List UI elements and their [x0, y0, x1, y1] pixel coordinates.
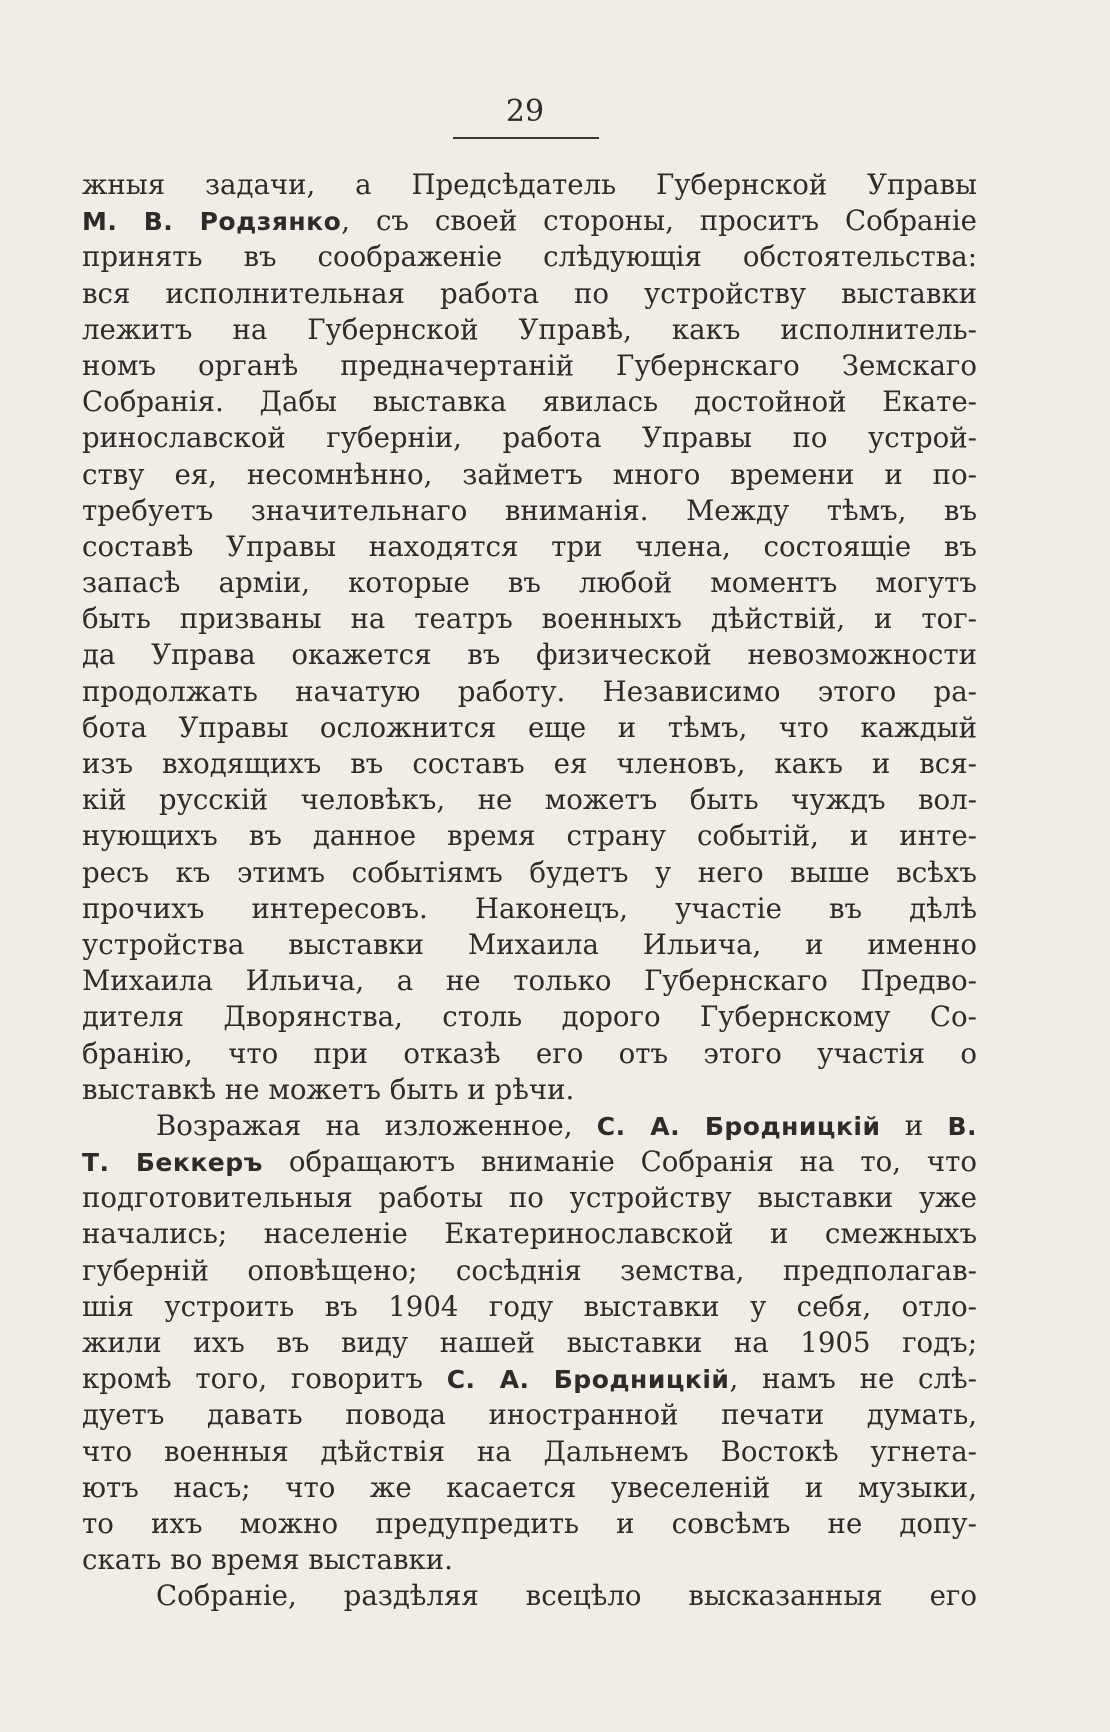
text-run: шія устроить въ 1904 году выставки у себя, отло-	[82, 1289, 977, 1323]
text-line	[82, 746, 977, 782]
text-run: скать во время выставки.	[82, 1543, 453, 1577]
text-line	[82, 674, 977, 710]
text-line	[82, 999, 977, 1035]
text-run: , съ своей стороны, проситъ Собраніе	[341, 204, 977, 238]
text-run: обращаютъ вниманіе Собранія на то, что	[262, 1145, 977, 1179]
text-line	[82, 963, 977, 999]
text-line	[82, 818, 977, 854]
text-run: Михаила Ильича, а не только Губернскаго Предво-	[82, 964, 977, 998]
page-number: 29	[505, 94, 545, 129]
text-line	[82, 565, 977, 601]
text-line	[82, 276, 977, 312]
text-line	[82, 1434, 977, 1470]
text-line	[82, 1216, 977, 1252]
text-line	[82, 1072, 977, 1108]
bold-name: М. В. Родзянко	[82, 207, 342, 237]
text-run: ютъ насъ; что же касается увеселеній и музыки,	[82, 1470, 977, 1504]
text-line	[82, 891, 977, 927]
text-run: дуетъ давать повода иностранной печати думать,	[82, 1398, 977, 1432]
text-run: прочихъ интересовъ. Наконецъ, участіе въ дѣлѣ	[82, 891, 977, 925]
text-run: Возражая на изложенное,	[156, 1108, 597, 1142]
text-run: Собранія. Дабы выставка явилась достойной Екате-	[82, 385, 977, 419]
text-run: лежитъ на Губернской Управѣ, какъ исполнитель-	[82, 312, 977, 346]
text-line	[82, 1108, 977, 1144]
text-run: кромѣ того, говоритъ	[82, 1362, 447, 1396]
text-run: изъ входящихъ въ составъ ея членовъ, какъ и вся-	[82, 747, 977, 780]
text-line	[82, 1289, 977, 1325]
text-run: бота Управы осложнится еще и тѣмъ, что каждый	[82, 710, 977, 744]
text-line	[82, 203, 977, 239]
text-run: да Управа окажется въ физической невозможности	[82, 638, 977, 672]
body-text	[82, 167, 977, 1615]
text-line	[82, 1470, 977, 1506]
text-line	[82, 782, 977, 818]
text-run: принять въ соображеніе слѣдующія обстоятельства:	[82, 240, 977, 274]
text-run: губерній оповѣщено; сосѣднія земства, предполагав-	[82, 1253, 977, 1287]
text-run: что военныя дѣйствія на Дальнемъ Востокѣ угнета-	[82, 1434, 977, 1468]
text-line	[82, 529, 977, 565]
text-line	[82, 1506, 977, 1542]
text-run: кій русскій человѣкъ, не можетъ быть чуждъ вол-	[82, 783, 977, 817]
text-run: ринославской губерніи, работа Управы по устрой-	[82, 421, 977, 455]
bold-name: С. А. Бродницкій	[596, 1111, 881, 1141]
text-line	[82, 637, 977, 673]
text-line	[82, 855, 977, 891]
text-run: ству ея, несомнѣнно, займетъ много времени и по-	[82, 457, 977, 491]
text-line	[82, 348, 977, 384]
text-line	[82, 1253, 977, 1289]
text-run: и	[880, 1108, 948, 1142]
text-line	[82, 167, 977, 203]
text-line	[82, 312, 977, 348]
text-line	[82, 1144, 977, 1180]
header-rule	[453, 137, 599, 139]
text-line	[82, 493, 977, 529]
text-line	[82, 927, 977, 963]
text-run: жныя задачи, а Предсѣдатель Губернской Управы	[82, 168, 977, 201]
text-run: продолжать начатую работу. Независимо этого ра-	[82, 674, 977, 708]
text-run: дителя Дворянства, столь дорого Губернскому Со-	[82, 1000, 977, 1034]
text-run: то ихъ можно предупредить и совсѣмъ не допу-	[82, 1506, 977, 1540]
text-line	[82, 1325, 977, 1361]
bold-name: Т. Беккеръ	[82, 1148, 263, 1178]
text-run: номъ органѣ предначертаній Губернскаго Земскаго	[82, 348, 977, 382]
text-run: выставкѣ не можетъ быть и рѣчи.	[82, 1072, 575, 1106]
text-line	[82, 1180, 977, 1216]
text-run: бранію, что при отказѣ его отъ этого участія о	[82, 1036, 977, 1070]
text-run: нующихъ въ данное время страну событій, и инте-	[82, 819, 977, 853]
text-line	[82, 1542, 977, 1578]
text-line	[82, 1397, 977, 1433]
text-run: Собраніе, раздѣляя всецѣло высказанныя его	[156, 1579, 977, 1613]
text-line	[82, 457, 977, 493]
text-run: вся исполнительная работа по устройству выставки	[82, 276, 977, 310]
text-run: начались; населеніе Екатеринославской и смежныхъ	[82, 1217, 977, 1251]
text-line	[82, 710, 977, 746]
text-run: составѣ Управы находятся три члена, состоящіе въ	[82, 529, 977, 563]
text-run: , намъ не слѣ-	[729, 1362, 977, 1396]
text-run: требуетъ значительнаго вниманія. Между тѣмъ, въ	[82, 493, 977, 527]
text-line	[82, 1036, 977, 1072]
text-line	[82, 1578, 977, 1614]
text-run: быть призваны на театръ военныхъ дѣйствій, и тог-	[82, 602, 977, 636]
text-line	[82, 420, 977, 456]
bold-name: С. А. Бродницкій	[446, 1365, 730, 1395]
text-run: запасѣ арміи, которые въ любой моментъ могутъ	[82, 566, 977, 600]
text-line	[82, 601, 977, 637]
text-run: устройства выставки Михаила Ильича, и именно	[82, 927, 977, 961]
bold-name: В.	[947, 1111, 977, 1141]
text-line	[82, 1361, 977, 1397]
text-line	[82, 384, 977, 420]
text-run: ресъ къ этимъ событіямъ будетъ у него выше всѣхъ	[82, 855, 977, 889]
text-line	[82, 239, 977, 275]
text-run: жили ихъ въ виду нашей выставки на 1905 годъ;	[82, 1326, 977, 1359]
text-run: подготовительныя работы по устройству выставки уже	[82, 1181, 977, 1215]
